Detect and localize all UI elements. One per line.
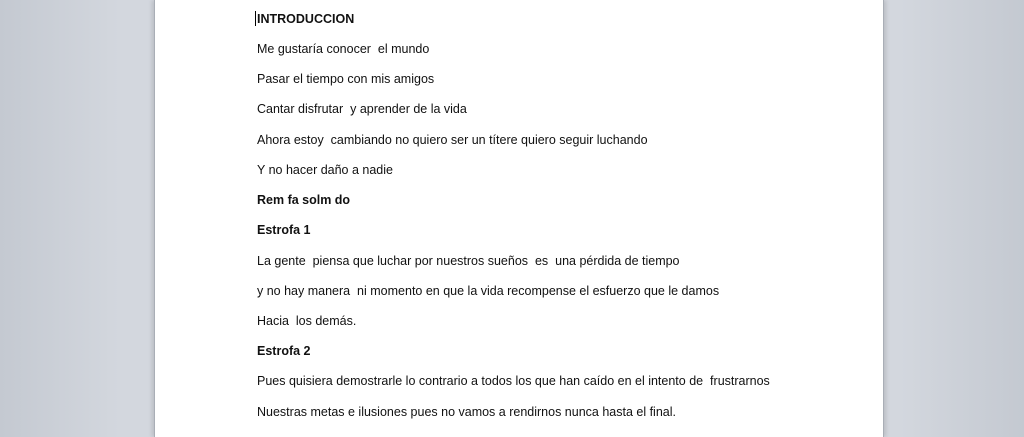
paragraph-line: Pues quisiera demostrarle lo contrario a todos los que han caído en el intento de frustrarnos — [257, 374, 770, 388]
document-page[interactable] — [155, 0, 883, 437]
section-heading-estrofa-1: Estrofa 1 — [257, 223, 311, 237]
paragraph-line: Cantar disfrutar y aprender de la vida — [257, 102, 467, 116]
paragraph-line: Hacia los demás. — [257, 314, 357, 328]
text-cursor — [255, 11, 256, 26]
section-heading-estrofa-2: Estrofa 2 — [257, 344, 311, 358]
paragraph-line: Pasar el tiempo con mis amigos — [257, 72, 435, 86]
paragraph-line: Nuestras metas e ilusiones pues no vamos a rendirnos nunca hasta el final. — [257, 405, 676, 419]
heading-introduccion: INTRODUCCION — [257, 12, 355, 26]
paragraph-line: Ahora estoy cambiando no quiero ser un títere quiero seguir luchando — [257, 133, 648, 147]
chords-line: Rem fa solm do — [257, 193, 351, 207]
paragraph-line: Me gustaría conocer el mundo — [257, 42, 430, 56]
paragraph-line: y no hay manera ni momento en que la vida recompense el esfuerzo que le damos — [257, 284, 720, 298]
paragraph-line: La gente piensa que luchar por nuestros sueños es una pérdida de tiempo — [257, 254, 680, 268]
paragraph-line: Y no hacer daño a nadie — [257, 163, 393, 177]
